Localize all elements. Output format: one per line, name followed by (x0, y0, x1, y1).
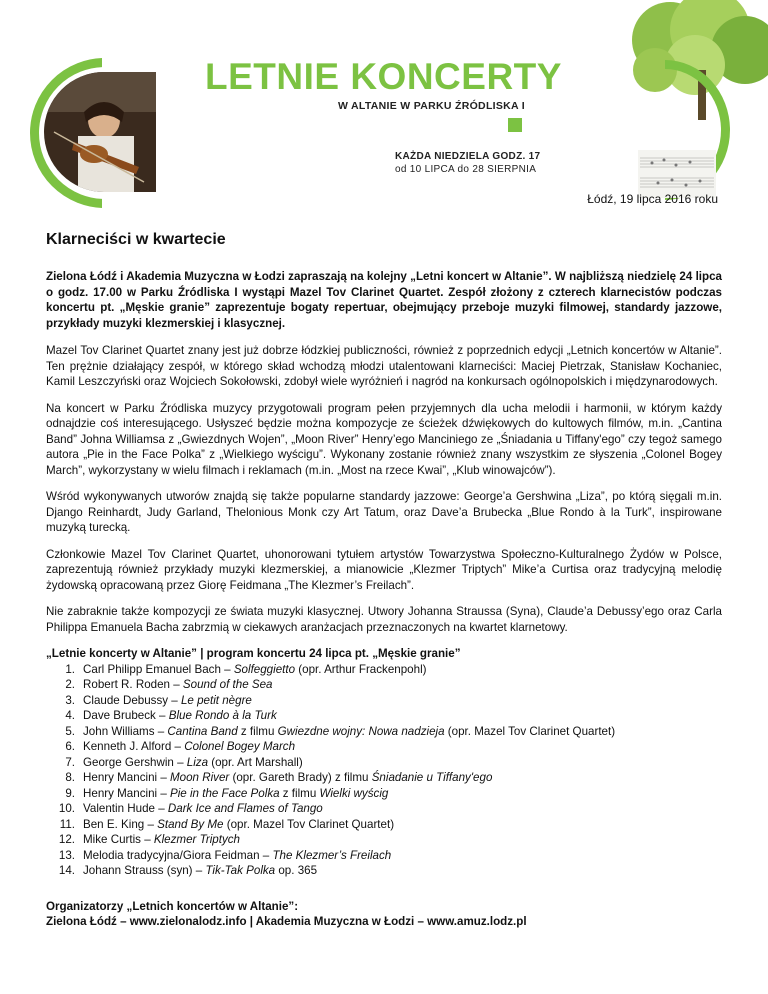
program-item-title: Pie in the Face Polka (170, 786, 280, 800)
program-item (46, 786, 722, 802)
program-item-title: The Klezmer’s Freilach (272, 848, 392, 862)
program-item-part: (opr. Gareth Brady) z filmu (229, 771, 372, 784)
program-item-title: Tik-Tak Polka (205, 864, 276, 877)
program-item-text (83, 708, 277, 724)
poster-title: LETNIE KONCERTY (205, 56, 562, 97)
press-release-body (46, 230, 722, 930)
program-item-part: Ben E. King – (83, 817, 158, 831)
document-date: Łódź, 19 lipca 2016 roku (587, 192, 718, 206)
program-item-text (83, 693, 252, 709)
program-item (46, 770, 722, 786)
program-item (46, 662, 722, 678)
program-item-part: Melodia tradycyjna/Giora Feidman – (83, 848, 273, 862)
program-item-part: Mike Curtis – (83, 833, 154, 846)
program-item-text (83, 832, 240, 848)
program-item-number: 8. (65, 771, 75, 784)
organizers-line: Zielona Łódź – www.zielonalodz.info | Akademia Muzyczna w Łodzi – www.amuz.lodz.pl (46, 915, 527, 928)
program-item (46, 677, 722, 693)
program-title: „Letnie koncerty w Altanie” | program koncertu 24 lipca pt. „Męskie granie” (46, 647, 461, 660)
paragraph-quartet: Mazel Tov Clarinet Quartet znany jest już dobrze łódzkiej publiczności, również z poprzednich edycji „Letnich koncertów w Altanie”. Ten prężnie działający zespół, w którego skład wchodzą młodzi utalentowani klarneciści: Maciej Pietrzak, Stanisław Kochaniec, Kamil Leszczyński oraz Wojciech Sokołowski, zdobył wiele wyróżnień i nagród na konkursach ogólnopolskich i międzynarodowych. (46, 344, 722, 388)
program-item-number: 2. (65, 678, 75, 691)
program-item-part: John Williams – (83, 724, 168, 738)
program-item-text (83, 677, 273, 693)
program-item-title: Moon River (170, 771, 230, 784)
program-item (46, 693, 722, 709)
program-item-part: Dave Brubeck – (83, 709, 169, 722)
schedule-block (395, 150, 540, 176)
organizers-title: Organizatorzy „Letnich koncertów w Altanie”: (46, 899, 299, 913)
program-item-part: op. 365 (275, 864, 318, 877)
program-item-number: 3. (65, 693, 75, 707)
organizers-block (46, 899, 722, 930)
program-item-part: Carl Philipp Emanuel Bach – (83, 662, 234, 676)
poster-subtitle: W ALTANIE W PARKU ŹRÓDLISKA I (338, 100, 525, 112)
program-item-part: z filmu (279, 786, 320, 800)
article-heading: Klarneciści w kwartecie (46, 231, 226, 248)
program-item-text (83, 739, 295, 755)
program-item-title: Solfeggietto (233, 662, 296, 676)
program-item-part: Claude Debussy – (83, 693, 181, 707)
schedule-line-2: od 10 LIPCA do 28 SIERPNIA (395, 164, 537, 175)
program-item-number: 14. (58, 864, 75, 877)
program-item-part: Valentin Hude – (83, 802, 168, 815)
program-item (46, 724, 722, 740)
green-square-decoration (508, 118, 522, 132)
program-item-part: Henry Mancini – (83, 771, 170, 784)
paragraph-classical: Nie zabraknie także kompozycji ze świata muzyki klasycznej. Utwory Johanna Straussa (Syna), Claude’a Debussy’ego oraz Carla Philippa Emanuela Bacha zabrzmią w ciekawych aranżacjach przeznaczonych na kwartet klarnetowy. (46, 605, 722, 634)
program-item-title: Klezmer Triptych (153, 833, 240, 846)
program-item-title: Sound of the Sea (182, 678, 273, 691)
program-item-title: Dark Ice and Flames of Tango (167, 802, 323, 815)
program-item-number: 1. (65, 662, 75, 676)
program-item-part: Johann Strauss (syn) – (83, 864, 206, 877)
program-item (46, 801, 722, 817)
program-item-number: 6. (65, 740, 75, 753)
program-item-title: Colonel Bogey March (184, 740, 296, 753)
program-item (46, 832, 722, 848)
program-item-film: Wielki wyścig (319, 786, 389, 800)
program-item-title: Blue Rondo à la Turk (168, 709, 277, 722)
paragraph-jazz: Wśród wykonywanych utworów znajdą się także popularne standardy jazzowe: George’a Gershwina „Liza”, po którą sięgali m.in. Django Reinhardt, Judy Garland, Thelonious Monk czy Art Tatum, oraz Dave’a Brubecka „Blue Rondo à la Turk”, inspirowane muzyką turecką. (46, 490, 722, 534)
program-item-number: 9. (65, 786, 75, 800)
program-item-title: Liza (186, 755, 209, 769)
program-item (46, 708, 722, 724)
program-item-title: Cantina Band (167, 724, 238, 738)
program-item (46, 863, 722, 879)
program-item-part: (opr. Arthur Frackenpohl) (295, 662, 427, 676)
program-item-title: Le petit nègre (180, 693, 252, 707)
program-item-number: 11. (59, 817, 75, 831)
program-item-title: Stand By Me (157, 817, 224, 831)
program-item-part: (opr. Mazel Tov Clarinet Quartet) (444, 724, 616, 738)
program-item (46, 848, 722, 864)
program-item-text (83, 817, 394, 833)
program-item-film: Śniadanie u Tiffany'ego (371, 771, 493, 784)
program-item (46, 739, 722, 755)
program-item-number: 5. (65, 724, 75, 738)
schedule-line-1: KAŻDA NIEDZIELA GODZ. 17 (395, 151, 541, 162)
program-item-text (83, 801, 323, 817)
program-item-text (83, 662, 427, 678)
program-item-part: (opr. Mazel Tov Clarinet Quartet) (223, 817, 395, 831)
music-score-image (638, 150, 716, 198)
program-item-text (83, 724, 615, 740)
program-item-part: Kenneth J. Alford – (83, 740, 185, 753)
program-item-film: Gwiezdne wojny: Nowa nadzieja (277, 724, 445, 738)
program-item (46, 817, 722, 833)
program-item-number: 13. (58, 848, 75, 862)
program-item-number: 10. (58, 802, 75, 815)
program-item (46, 755, 722, 771)
program-list (46, 662, 722, 879)
program-item-number: 7. (65, 755, 75, 769)
program-item-part: z filmu (237, 724, 278, 738)
poster-header (0, 0, 768, 200)
program-item-part: Henry Mancini – (83, 786, 170, 800)
program-item-number: 4. (65, 709, 75, 722)
program-item-text (83, 755, 303, 771)
program-item-text (83, 770, 492, 786)
program-item-text (83, 786, 388, 802)
program-item-text (83, 863, 317, 879)
lead-paragraph: Zielona Łódź i Akademia Muzyczna w Łodzi zapraszają na kolejny „Letni koncert w Altanie”. W najbliższą niedzielę 24 lipca o godz. 17.00 w Parku Źródliska I wystąpi Mazel Tov Clarinet Quartet. Zespół złożony z czterech klarnecistów podczas koncertu pt. „Męskie granie” zaprezentuje bogaty repertuar, obejmujący przeboje muzyki filmowej, standardy jazzowe, przykłady muzyki klezmerskiej i klasycznej. (46, 270, 722, 330)
program-item-part: (opr. Art Marshall) (208, 755, 303, 769)
program-item-number: 12. (58, 833, 75, 846)
paragraph-film-music: Na koncert w Parku Źródliska muzycy przygotowali program pełen przyjemnych dla ucha melodii i harmonii, w którym każdy odnajdzie coś interesującego. Usłyszeć będzie można kompozycje ze ścieżek dźwiękowych do kultowych filmów, m.in. „Cantina Band” Johna Williamsa z „Gwiezdnych Wojen”, „Moon River” Henry’ego Manciniego ze „Śniadania u Tiffany'ego” czy tegoż samego autora „Pie in the Face Polka” z „Wielkiego wyścigu”. Wykonany zostanie również znany wszystkim ze słyszenia „Colonel Bogey March”, wykorzystany w wielu filmach i reklamach (m.in. „Most na rzece Kwai”, „Klub winowajców”). (46, 401, 722, 477)
program-item-part: George Gershwin – (83, 755, 187, 769)
program-item-text (83, 848, 391, 864)
paragraph-klezmer: Członkowie Mazel Tov Clarinet Quartet, uhonorowani tytułem artystów Towarzystwa Społeczno-Kulturalnego Żydów w Polsce, zaprezentują również przykłady muzyki klezmerskiej, a mianowicie „Klezmer Triptych” Mike’a Curtisa oraz tradycyjną melodię żydowską opracowaną przez Giorę Feidmana „The Klezmer’s Freilach”. (46, 547, 722, 592)
program-item-part: Robert R. Roden – (83, 678, 183, 691)
